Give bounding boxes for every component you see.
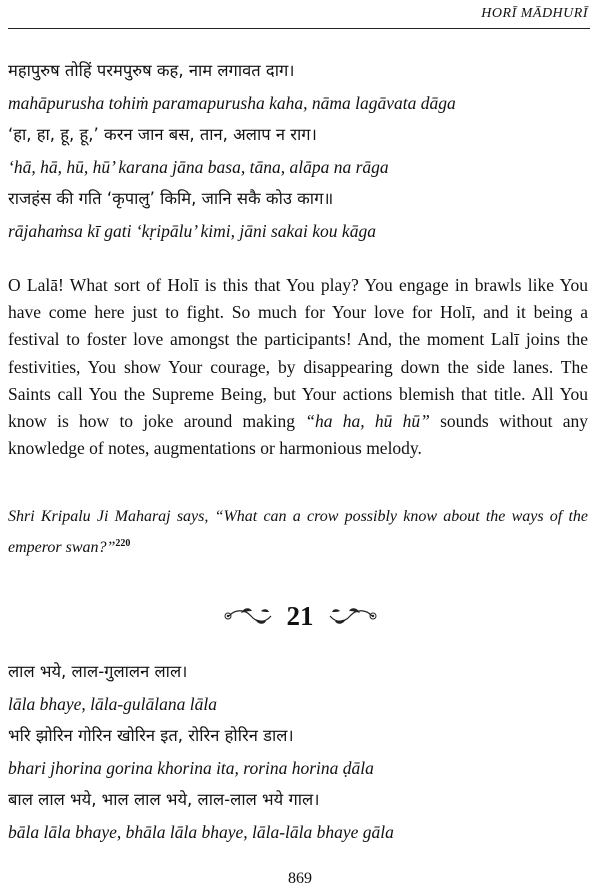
verse-line-devanagari: ‘हा, हा, हू, हू,’ करन जान बस, तान, अलाप न राग। [8,125,317,144]
commentary-sounds: “ha ha, hū hū” [305,411,430,432]
verse-block-1 [8,55,590,247]
section-heading [0,596,600,636]
verse-line-devanagari: महापुरुष तोहिं परमपुरुष कह, नाम लगावत दाग। [8,61,295,80]
commentary-paragraph [8,272,588,462]
commentary-text-end: sounds without any knowledge of notes, augmentations or harmonious melody. [8,411,588,459]
commentary-text: O Lalā! What sort of Holī is this that You play? You engage in brawls like You have come here just to fight. So much for Your love for Holī, and it being a festival to foster love amongst the participants! And, the moment Lalī joins the festivities, You show Your courage, by disappearing down the side lanes. The Saints call You the Supreme Being, but Your actions blemish that title. All You know is how to joke around making [8,275,588,432]
right-flourish-icon [326,605,380,627]
attribution-quote [8,503,588,561]
left-flourish-icon [221,605,275,627]
verse-line-transliteration: ‘hā, hā, hū, hū’ karana jāna basa, tāna, alāpa na rāga [8,157,389,177]
running-title: HORĪ MĀDHURĪ [481,6,588,21]
verse-line-transliteration: lāla bhaye, lāla-gulālana lāla [8,694,218,714]
verse-line-transliteration: mahāpurusha tohiṁ paramapurusha kaha, nāma lagāvata dāga [8,93,456,113]
verse-line-devanagari: बाल लाल भये, भाल लाल भये, लाल-लाल भये गाल। [8,790,320,809]
page-number: 869 [288,870,312,887]
verse-line-devanagari: भरि झोरिन गोरिन खोरिन इत, रोरिन होरिन डाल। [8,726,294,745]
verse-line-transliteration: bāla lāla bhaye, bhāla lāla bhaye, lāla-lāla bhaye gāla [8,822,394,842]
verse-line-devanagari: राजहंस की गति ‘कृपालु’ किमि, जानि सकै कोउ काग॥ [8,189,334,208]
header-rule [8,28,590,29]
verse-block-2 [8,656,590,848]
verse-line-transliteration: rājahaṁsa kī gati ‘kṛipālu’ kimi, jāni sakai kou kāga [8,221,376,241]
verse-line-devanagari: लाल भये, लाल-गुलालन लाल। [8,662,188,681]
footnote-marker: 220 [115,538,131,549]
attribution-text: Shri Kripalu Ji Maharaj says, “What can a crow possibly know about the ways of the emperor swan?” [8,508,588,556]
section-number: 21 [286,600,314,631]
verse-line-transliteration: bhari jhorina gorina khorina ita, rorina horina ḍāla [8,758,374,778]
